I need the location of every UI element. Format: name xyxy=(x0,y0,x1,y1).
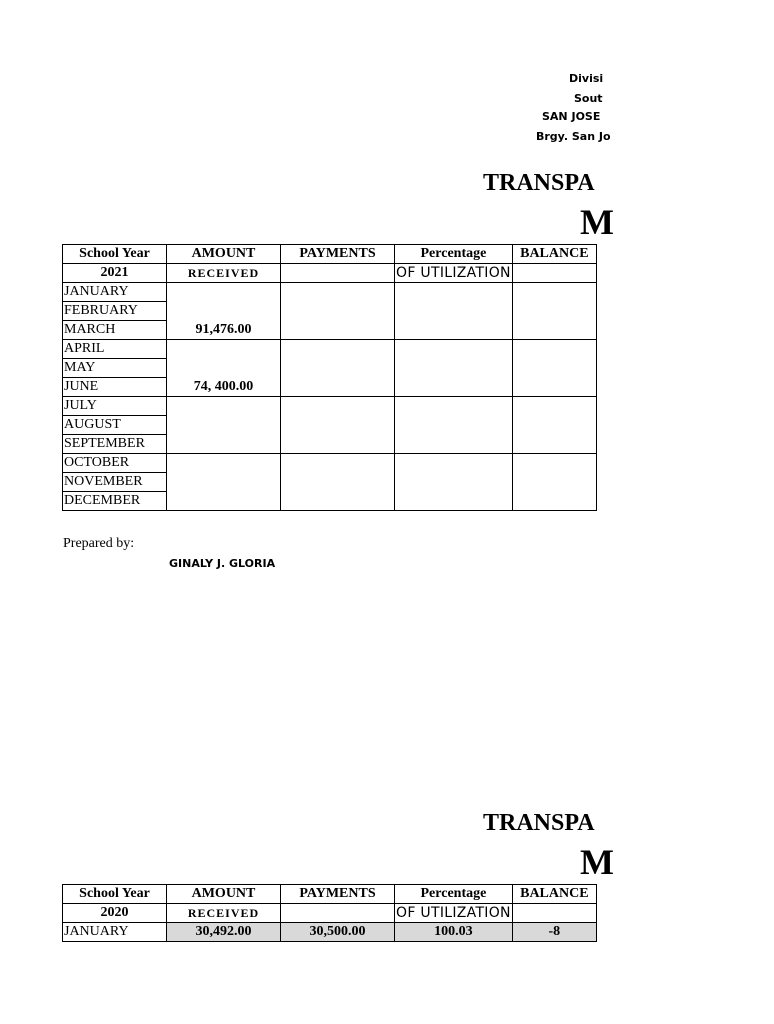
quarter-amount-cell xyxy=(167,397,281,454)
col-header-school-year: School Year xyxy=(63,245,167,264)
header-division: Divisi xyxy=(569,72,604,85)
table-header-row xyxy=(63,245,597,264)
col-header-amount: AMOUNT xyxy=(167,885,281,904)
month-cell: JUNE xyxy=(63,378,167,397)
report2-table xyxy=(62,884,597,942)
col-header-school-year: School Year xyxy=(63,885,167,904)
quarter-percentage-cell xyxy=(395,340,513,397)
quarter-balance-cell xyxy=(512,454,596,511)
quarter-amount-cell xyxy=(167,454,281,511)
col-header-amount: AMOUNT xyxy=(167,245,281,264)
quarter-payments-cell xyxy=(281,340,395,397)
percentage-cell: 100.03 xyxy=(395,923,513,942)
table-subheader-row xyxy=(63,904,597,923)
subheader-received: RECEIVED xyxy=(167,264,281,283)
report2-subtitle: M xyxy=(580,842,614,882)
quarter-balance-cell xyxy=(512,397,596,454)
quarter-percentage-cell xyxy=(395,454,513,511)
month-cell: NOVEMBER xyxy=(63,473,167,492)
col-header-payments: PAYMENTS xyxy=(281,885,395,904)
subheader-utilization: OF UTILIZATION xyxy=(396,265,511,281)
month-cell: JANUARY xyxy=(63,283,167,302)
quarter-payments-cell xyxy=(281,283,395,340)
month-cell: MAY xyxy=(63,359,167,378)
col-header-percentage: Percentage xyxy=(395,245,513,264)
month-cell: JANUARY xyxy=(63,923,167,942)
prepared-by-label: Prepared by: xyxy=(63,536,135,551)
subheader-utilization: OF UTILIZATION xyxy=(396,905,511,921)
col-header-balance: BALANCE xyxy=(512,245,596,264)
table-row xyxy=(63,283,597,302)
amount-cell: 30,492.00 xyxy=(167,923,281,942)
balance-cell: -8 xyxy=(512,923,596,942)
month-cell: JULY xyxy=(63,397,167,416)
preparer-name: GINALY J. GLORIA xyxy=(169,557,276,570)
school-year-value: 2020 xyxy=(63,904,167,923)
col-header-payments: PAYMENTS xyxy=(281,245,395,264)
quarter-balance-cell xyxy=(512,340,596,397)
table-row xyxy=(63,397,597,416)
header-address: Brgy. San Jo xyxy=(536,130,611,143)
quarter-balance-cell xyxy=(512,283,596,340)
header-south: Sout xyxy=(574,92,603,105)
table-header-row xyxy=(63,885,597,904)
subheader-balance-blank xyxy=(512,904,596,923)
subheader-payments-blank xyxy=(281,904,395,923)
month-cell: DECEMBER xyxy=(63,492,167,511)
subheader-received: RECEIVED xyxy=(167,904,281,923)
subheader-payments-blank xyxy=(281,264,395,283)
quarter-percentage-cell xyxy=(395,283,513,340)
quarter-payments-cell xyxy=(281,397,395,454)
report2-title: TRANSPA xyxy=(483,810,595,836)
month-cell: MARCH xyxy=(63,321,167,340)
month-cell: APRIL xyxy=(63,340,167,359)
report1-table xyxy=(62,244,597,511)
col-header-balance: BALANCE xyxy=(512,885,596,904)
month-cell: SEPTEMBER xyxy=(63,435,167,454)
subheader-balance-blank xyxy=(512,264,596,283)
report1-title: TRANSPA xyxy=(483,170,595,196)
month-cell: OCTOBER xyxy=(63,454,167,473)
table-row xyxy=(63,340,597,359)
col-header-percentage: Percentage xyxy=(395,885,513,904)
school-year-value: 2021 xyxy=(63,264,167,283)
quarter-payments-cell xyxy=(281,454,395,511)
month-cell: FEBRUARY xyxy=(63,302,167,321)
month-cell: AUGUST xyxy=(63,416,167,435)
table-subheader-row xyxy=(63,264,597,283)
quarter-amount-cell: 74, 400.00 xyxy=(167,340,281,397)
payments-cell: 30,500.00 xyxy=(281,923,395,942)
table-row xyxy=(63,923,597,942)
quarter-amount-cell: 91,476.00 xyxy=(167,283,281,340)
header-school-name: SAN JOSE xyxy=(542,110,601,123)
quarter-percentage-cell xyxy=(395,397,513,454)
table-row xyxy=(63,454,597,473)
report1-subtitle: M xyxy=(580,202,614,242)
